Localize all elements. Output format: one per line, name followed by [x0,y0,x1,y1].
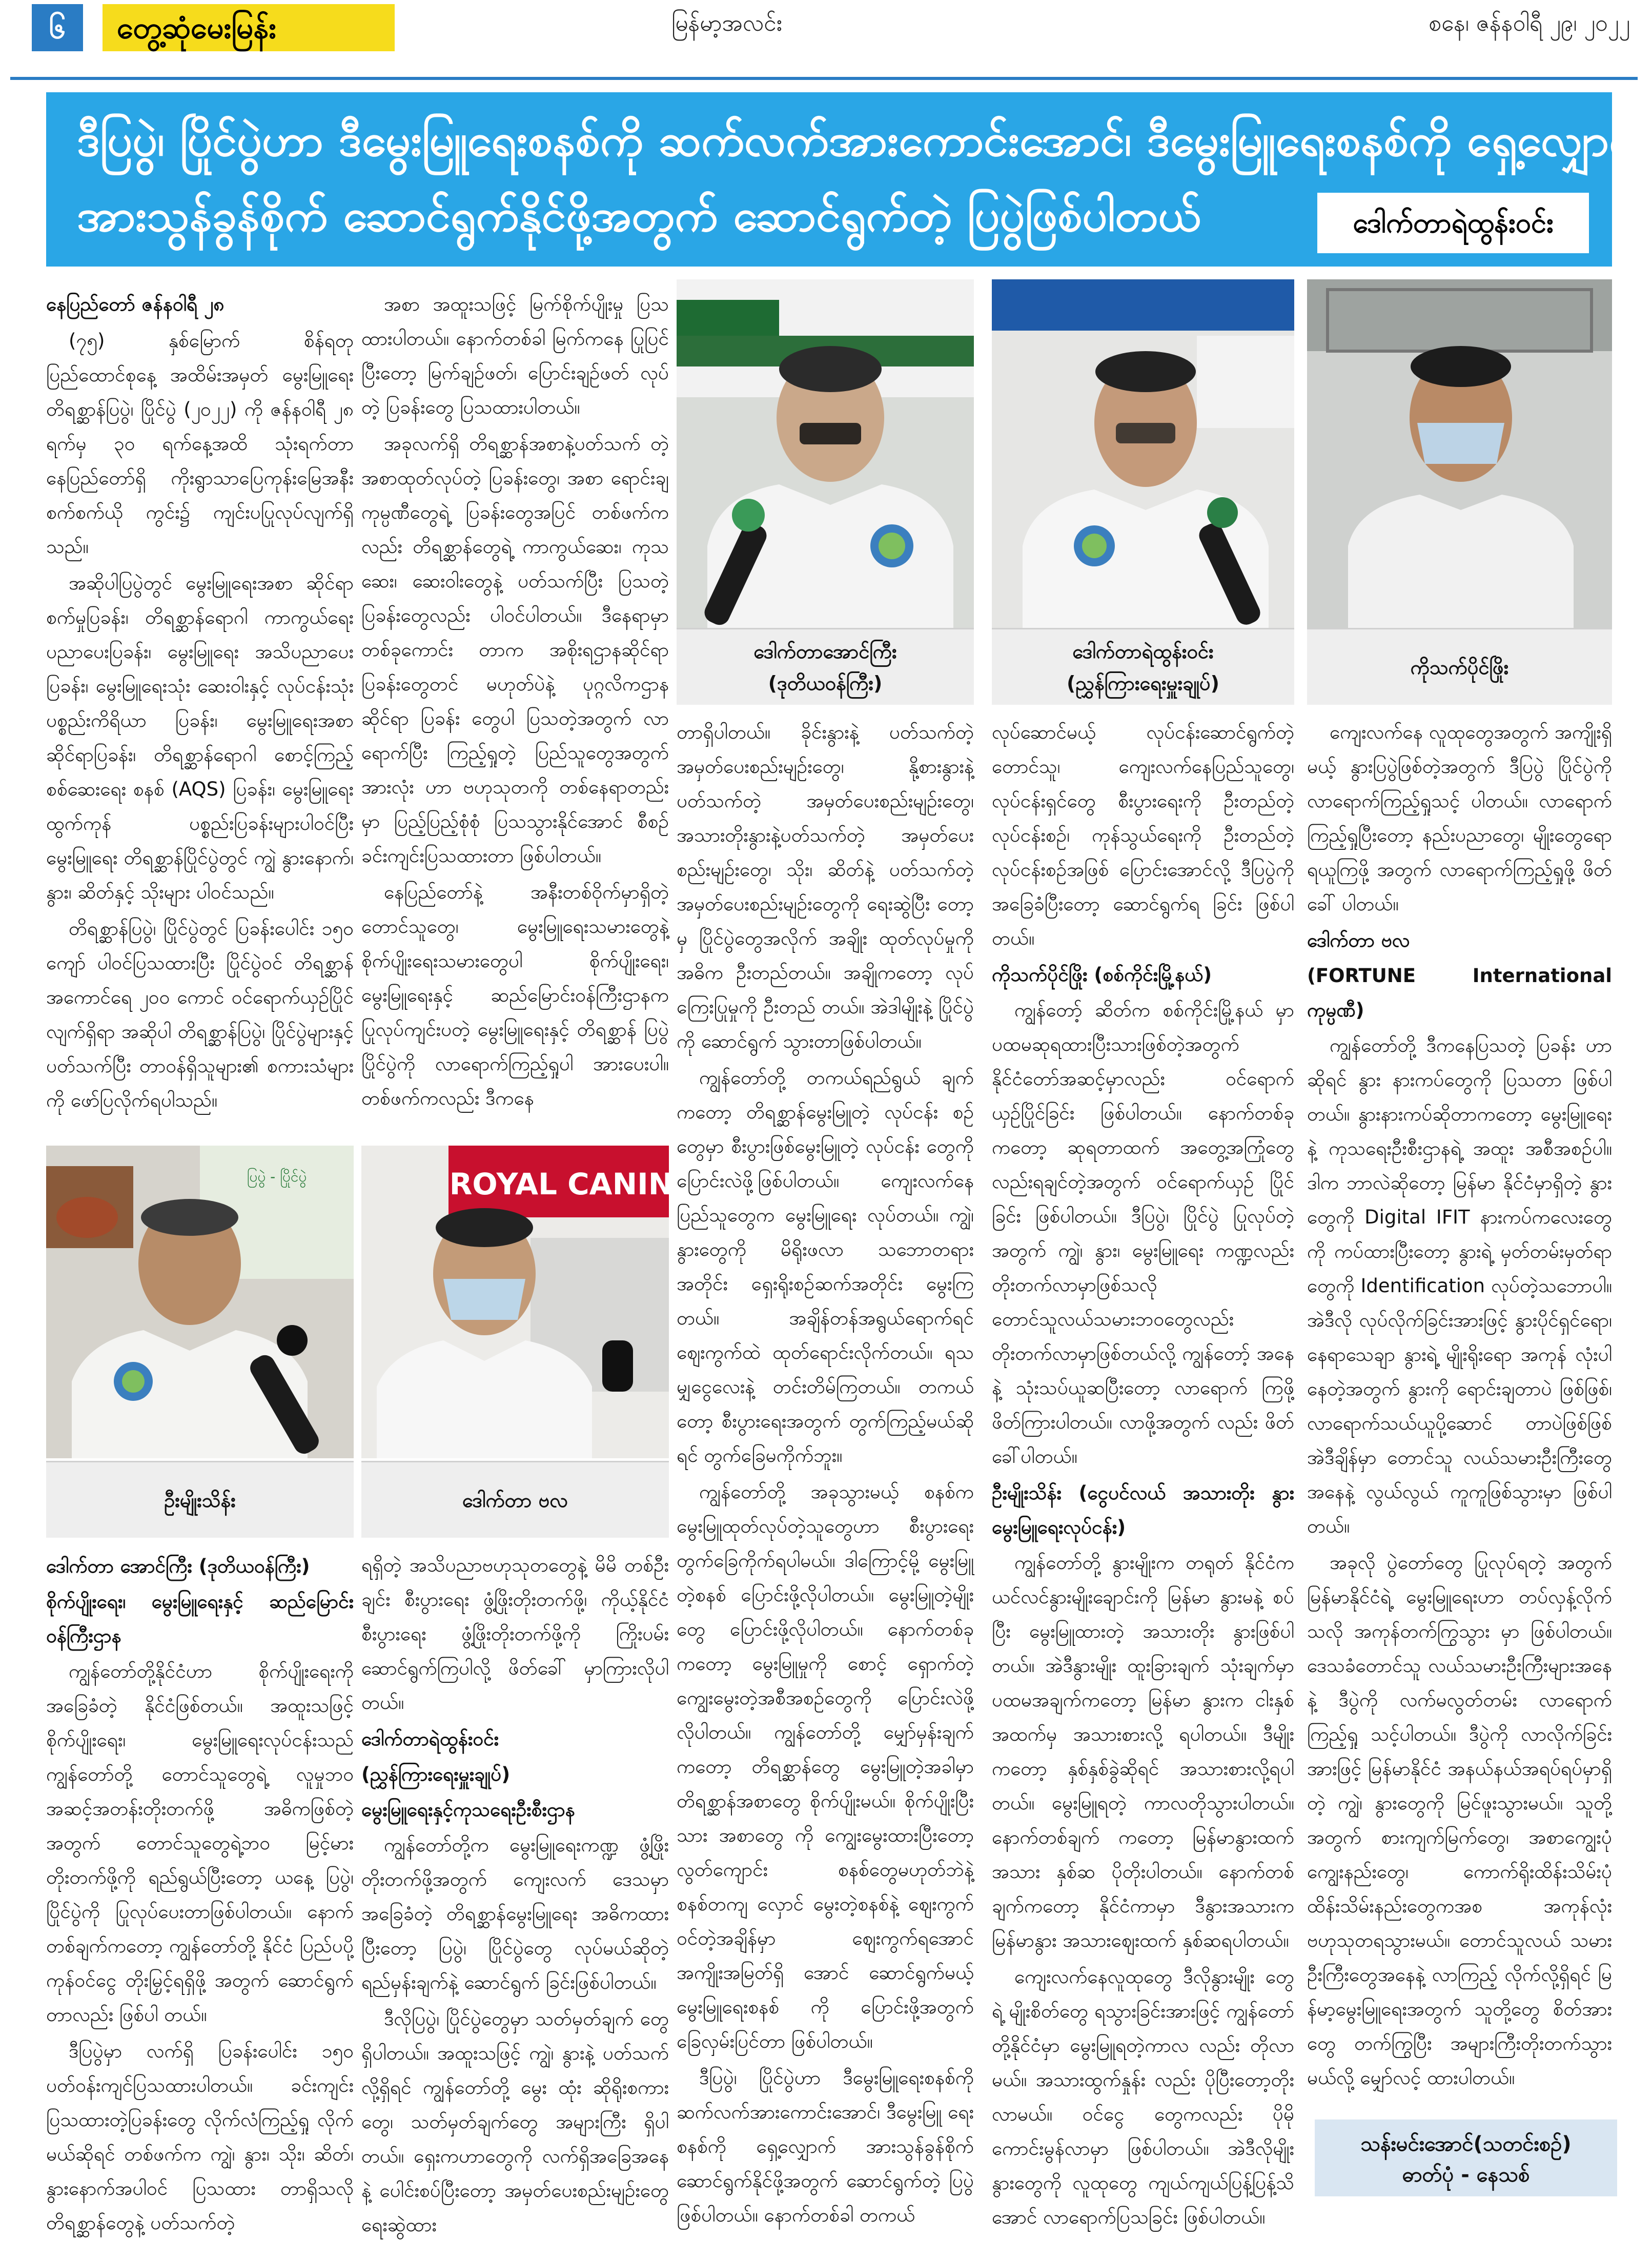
paragraph: ကျွန်တော်တို့ နွားမျိုးက တရုတ် နိုင်ငံက ယင်လင်နွားမျိုးချောင်းကို မြန်မာ နွားမနဲ့ စပ်ပြီး မွေးမြူထားတဲ့ အသားတိုး နွားဖြစ်ပါတယ်။ အဲဒီနွားမျိုး ထူးခြားချက် သုံးချက်မှာ ပထမအချက်ကတော့ မြန်မာ နွားက ငါးနှစ်အထက်မှ အသားစားလို့ ရပါတယ်။ ဒီမျိုးကတော့ နှစ်နှစ်ခွဲဆိုရင် အသားစားလို့ရပါတယ်။ မွေးမြူရတဲ့ ကာလတိုသွားပါတယ်။ နောက်တစ်ချက် ကတော့ မြန်မာနွားထက် အသား နှစ်ဆ ပိုတိုးပါတယ်။ နောက်တစ်ချက်ကတော့ နိုင်ငံကာမှာ ဒီနွားအသားက မြန်မာနွား အသားဈေးထက် နှစ်ဆရပါတယ်။ [992,1552,1294,1951]
article-column-1 [46,287,354,1128]
publication-date: စနေ၊ ဇန်နဝါရီ ၂၉၊ ၂၀၂၂ [1429,10,1630,36]
interviewee-heading: ဒေါက်တာ ဗလ [1307,929,1410,951]
banner-text: ပြပွဲ - ပြိုင်ပွဲ [247,1168,307,1185]
article-column-7 [361,1548,669,2236]
caption-name: ဦးမျိုးသိန်း [164,1489,236,1512]
interviewee-title: (ညွှန်ကြားရေးမှူးချုပ်) [361,1763,511,1785]
interviewee-affiliation: စိုက်ပျိုးရေး၊ မွေးမြူရေးနှင့် ဆည်မြောင်းဝန်ကြီးဌာန [46,1591,354,1647]
section-label: တွေ့ဆုံမေးမြန်း [103,4,395,51]
paragraph: နေပြည်တော်နဲ့ အနီးတစ်ဝိုက်မှာရှိတဲ့ တောင်သူတွေ၊ မွေးမြူရေးသမားတွေနဲ့ စိုက်ပျိုးရေးသမားတွေပါ စိုက်ပျိုးရေး၊ မွေးမြူရေးနှင့် ဆည်မြောင်းဝန်ကြီးဌာနက ပြုလုပ်ကျင်းပတဲ့ မွေးမြူရေးနှင့် တိရစ္ဆာန် ပြပွဲ ပြိုင်ပွဲကို လာရောက်ကြည့်ရှုပါ အားပေးပါ။ တစ်ဖက်ကလည်း ဒီကနေ [361,881,669,1109]
photographer-credit: ဓာတ်ပုံ - နေသစ် [1402,2163,1530,2187]
article-column-2 [361,287,669,1128]
article-column-5 [1307,715,1612,2109]
paragraph: ကျေးလက်နေ လူထုတွေအတွက် အကျိုးရှိမယ့် နွားပြပွဲဖြစ်တဲ့အတွက် ဒီပြပွဲ ပြိုင်ပွဲကို လာရောက်ကြည့်ရှုသင့် ပါတယ်။ လာရောက်ကြည့်ရှုပြီးတော့ နည်းပညာတွေ၊ မျိုးတွေရော ရယူကြဖို့ အတွက် လာရောက်ကြည့်ရှုဖို့ ဖိတ်ခေါ် ပါတယ်။ [1307,721,1612,915]
article-column-6 [46,1548,354,2234]
paragraph: အခုလက်ရှိ တိရစ္ဆာန်အစာနဲ့ပတ်သက် တဲ့ အစာထုတ်လုပ်တဲ့ ပြခန်းတွေ၊ အစာ ရောင်းချ ကုမ္ပဏီတွေရဲ့ ပြခန်းတွေအပြင် တစ်ဖက်ကလည်း တိရစ္ဆာန်တွေရဲ့ ကာကွယ်ဆေး၊ ကုသဆေး၊ ဆေးဝါးတွေနဲ့ ပတ်သက်ပြီး ပြသတဲ့ ပြခန်းတွေလည်း ပါဝင်ပါတယ်။ ဒီနေရာမှာ တစ်ခုကောင်း တာက အစိုးရဌာနဆိုင်ရာ ပြခန်းတွေတင် မဟုတ်ပဲနဲ့ ပုဂ္ဂလိကဌာနဆိုင်ရာ ပြခန်း တွေပါ ပြသတဲ့အတွက် လာရောက်ပြီး ကြည့်ရှုတဲ့ ပြည်သူတွေအတွက် အားလုံး ဟာ ဗဟုသုတကို တစ်နေရာတည်းမှာ ပြည့်ပြည့်စုံစုံ ပြသသွားနိုင်အောင် စီစဉ် ခင်းကျင်းပြသထားတာ ဖြစ်ပါတယ်။ [361,433,669,867]
logo-text: ROYAL CANIN [449,1167,674,1201]
paragraph: ကျွန်တော့် ဆိတ်က စစ်ကိုင်းမြို့နယ် မှာ ပထမဆုရထားပြီးသားဖြစ်တဲ့အတွက် နိုင်ငံတော်အဆင့်မှာလည်း ဝင်ရောက် ယှဉ်ပြိုင်ခြင်း ဖြစ်ပါတယ်။ နောက်တစ်ခု ကတော့ ဆုရတာထက် အတွေ့အကြုံတွေ လည်းရချင်တဲ့အတွက် ဝင်ရောက်ယှဉ် ပြိုင်ခြင်း ဖြစ်ပါတယ်။ ဒီပြပွဲ၊ ပြိုင်ပွဲ ပြုလုပ်တဲ့အတွက် ကျွဲ၊ နွား၊ မွေးမြူရေး ကဏ္ဍလည်း တိုးတက်လာမှာဖြစ်သလို တောင်သူလယ်သမားဘဝတွေလည်း တိုးတက်လာမှာဖြစ်တယ်လို့ ကျွန်တော့် အနေနဲ့ သုံးသပ်ယူဆပြီးတော့ လာရောက် ကြဖို့ ဖိတ်ကြားပါတယ်။ လာဖို့အတွက် လည်း ဖိတ်ခေါ်ပါတယ်။ [992,999,1294,1468]
paragraph: လုပ်ဆောင်မယ့် လုပ်ငန်းဆောင်ရွက်တဲ့ တောင်သူ၊ ကျေးလက်နေပြည်သူတွေ၊ လုပ်ငန်းရှင်တွေ စီးပွားရေးကို ဦးတည်တဲ့ လုပ်ငန်းစဉ်၊ ကုန်သွယ်ရေးကို ဦးတည်တဲ့ လုပ်ငန်းစဉ်အဖြစ် ပြောင်းအောင်လို့ ဒီပြပွဲကို အခြေခံပြီးတော့ ဆောင်ရွက်ရ ခြင်း ဖြစ်ပါတယ်။ [992,721,1294,949]
portrait-image [992,279,1294,628]
headline-line-1: ဒီပြပွဲ၊ ပြိုင်ပွဲဟာ ဒီမွေးမြူရေးစနစ်ကို ဆက်လက်အားကောင်းအောင်၊ ဒီမွေးမြူရေးစနစ်ကို ရှေ့လျှောက် [77,115,1652,166]
photo-caption [46,1461,354,1538]
portrait-image [677,279,974,628]
paragraph: အစာ အထူးသဖြင့် မြက်စိုက်ပျိုးမှု ပြသ ထားပါတယ်။ နောက်တစ်ခါ မြက်ကနေ ပြုပြင် ပြီးတော့ မြက်ချဉ်ဖတ်၊ ပြောင်းချဉ်ဖတ် လုပ်တဲ့ ပြခန်းတွေ ပြသထားပါတယ်။ [361,293,669,418]
interviewee-heading: ဒေါက်တာရဲထွန်းဝင်း [361,1728,499,1750]
caption-name: ဒေါက်တာရဲထွန်းဝင်း [1072,640,1214,663]
photo-ye-htun-win [992,279,1294,628]
photo-caption [1307,628,1612,705]
portrait-image [361,1146,674,1458]
caption-name: ဒေါက်တာ ဗလ [462,1489,568,1512]
paragraph: တိရစ္ဆာန်ပြပွဲ၊ ပြိုင်ပွဲတွင် ပြခန်းပေါင်း ၁၅၀ ကျော် ပါဝင်ပြသထားပြီး ပြိုင်ပွဲဝင် တိရစ္ဆာန်အကောင်ရေ ၂၀၀ ကောင် ဝင်ရောက်ယှဉ်ပြိုင်လျက်ရှိရာ အဆိုပါ တိရစ္ဆာန်ပြပွဲ၊ ပြိုင်ပွဲများနှင့် ပတ်သက်ပြီး တာဝန်ရှိသူများ၏ စကားသံများကို ဖော်ပြလိုက်ရပါသည်။ [46,918,354,1111]
interviewee-affiliation: (FORTUNE International ကုမ္ပဏီ) [1307,965,1612,1021]
header-rule [10,77,1638,80]
paragraph: ကျွန်တော်တို့ တကယ်ရည်ရွယ် ချက်ကတော့ တိရစ္ဆာန်မွေးမြူတဲ့ လုပ်ငန်း စဉ်တွေမှာ စီးပွားဖြစ်မွေးမြူတဲ့ လုပ်ငန်း တွေကိုပြောင်းလဲဖို့ဖြစ်ပါတယ်။ ကျေးလက်နေ ပြည်သူတွေက မွေးမြူရေး လုပ်တယ်။ ကျွဲ၊ နွားတွေကို မိရိုးဖလာ သဘောတရား အတိုင်း ရှေးရိုးစဉ်ဆက်အတိုင်း မွေးကြ တယ်။ အချိန်တန်အရွယ်ရောက်ရင် ဈေးကွက်ထဲ ထုတ်ရောင်းလိုက်တယ်။ ရသမျှငွေလေးနဲ့ တင်းတိမ်ကြတယ်။ တကယ်တော့ စီးပွားရေးအတွက် တွက်ကြည့်မယ်ဆိုရင် တွက်ခြေမကိုက်ဘူး။ [677,1067,974,1466]
paragraph: တာရှိပါတယ်။ ခိုင်းနွားနဲ့ ပတ်သက်တဲ့ အမှတ်ပေးစည်းမျဉ်းတွေ၊ နို့စားနွားနဲ့ ပတ်သက်တဲ့ အမှတ်ပေးစည်းမျဉ်းတွေ၊ အသားတိုးနွားနဲ့ပတ်သက်တဲ့ အမှတ်ပေး စည်းမျဉ်းတွေ၊ သိုး၊ ဆိတ်နဲ့ ပတ်သက်တဲ့ အမှတ်ပေးစည်းမျဉ်းတွေကို ရေးဆွဲပြီး တော့မှ ပြိုင်ပွဲတွေအလိုက် အချိုး ထုတ်လုပ်မှုကို အဓိက ဦးတည်တယ်။ အချိုကတော့ လုပ်ကြေးပြုမှုကို ဦးတည် တယ်။ အဲဒါမျိုးနဲ့ ပြိုင်ပွဲကို ဆောင်ရွက် သွားတာဖြစ်ပါတယ်။ [677,721,974,1052]
portrait-image [46,1146,354,1458]
photo-caption [992,628,1294,705]
interviewee-heading: ဒေါက်တာ အောင်ကြီး (ဒုတိယဝန်ကြီး) [46,1555,310,1577]
interviewee-heading: ဦးမျိုးသိန်း (ငွေပင်လယ် အသားတိုး နွားမွေးမြူရေးလုပ်ငန်း) [992,1482,1294,1538]
byline-credit [1315,2119,1617,2196]
paragraph: ကျွန်တော်တို့နိုင်ငံဟာ စိုက်ပျိုးရေးကို အခြေခံတဲ့ နိုင်ငံဖြစ်တယ်။ အထူးသဖြင့် စိုက်ပျိုးရေး၊ မွေးမြူရေးလုပ်ငန်းသည် ကျွန်တော်တို့ တောင်သူတွေရဲ့ လူမှုဘဝ အဆင့်အတန်းတိုးတက်ဖို့ အဓိကဖြစ်တဲ့ အတွက် တောင်သူတွေရဲ့ဘဝ မြင့်မားတိုးတက်ဖို့ကို ရည်ရွယ်ပြီးတော့ ယနေ့ ပြပွဲ၊ ပြိုင်ပွဲကို ပြုလုပ်ပေးတာဖြစ်ပါတယ်။ နောက်တစ်ချက်ကတော့ ကျွန်တော်တို့ နိုင်ငံ ပြည်ပပို့ကုန်ဝင်ငွေ တိုးမြှင့်ရရှိဖို့ အတွက် ဆောင်ရွက်တာလည်း ဖြစ်ပါ တယ်။ [46,1660,354,2026]
paragraph: (၇၅) နှစ်မြောက် စိန်ရတု ပြည်ထောင်စုနေ့ အထိမ်းအမှတ် မွေးမြူရေး တိရစ္ဆာန်ပြပွဲ၊ ပြိုင်ပွဲ (၂၀၂၂) ကို ဇန်နဝါရီ ၂၈ ရက်မှ ၃၀ ရက်နေ့အထိ သုံးရက်တာ နေပြည်တော်ရှိ ကိုးရွာသာပြေကုန်းမြေအနီး စက်စက်ယို ကွင်း၌ ကျင်းပပြုလုပ်လျက်ရှိသည်။ [46,330,354,558]
paragraph: ဒီလိုပြပွဲ၊ ပြိုင်ပွဲတွေမှာ သတ်မှတ်ချက် တွေရှိပါတယ်။ အထူးသဖြင့် ကျွဲ၊ နွားနဲ့ ပတ်သက်လို့ရှိရင် ကျွန်တော်တို့ မွေး ထုံး ဆိုရိုးစကားတွေ၊ သတ်မှတ်ချက်တွေ အများကြီး ရှိပါတယ်။ ရှေးကဟာတွေကို လက်ရှိအခြေအနေနဲ့ ပေါင်းစပ်ပြီးတော့ အမှတ်ပေးစည်းမျဉ်းတွေ ရေးဆွဲထား [361,2008,669,2236]
reporter-credit: သန်းမင်းအောင်(သတင်းစဉ်) [1360,2132,1572,2156]
caption-title: (ဒုတိယဝန်ကြီး) [768,671,883,695]
paragraph: ရရှိတဲ့ အသိပညာဗဟုသုတတွေနဲ့ မိမိ တစ်ဦးချင်း စီးပွားရေး ဖွံ့ဖြိုးတိုးတက်ဖို့၊ ကိုယ့်နိုင်ငံ စီးပွားရေး ဖွံ့ဖြိုးတိုးတက်ဖို့ကို ကြိုးပမ်းဆောင်ရွက်ကြပါလို့ ဖိတ်ခေါ် မှာကြားလိုပါတယ်။ [361,1554,669,1714]
publication-name: မြန်မာ့အလင်း [671,10,782,36]
paragraph: ကျွန်တော်တို့ အခုသွားမယ့် စနစ်က မွေးမြူထုတ်လုပ်တဲ့သူတွေဟာ စီးပွားရေး တွက်ခြေကိုက်ရပါမယ်။ ဒါကြောင့်မို့ မွေးမြူတဲ့စနစ် ပြောင်းဖို့လိုပါတယ်။ မွေးမြူတဲ့မျိုးတွေ ပြောင်းဖို့လိုပါတယ်။ နောက်တစ်ခုကတော့ မွေးမြူမှုကို စောင့် ရှောက်တဲ့ ကျွေးမွေးတဲ့အစီအစဉ်တွေကို ပြောင်းလဲဖို့ လိုပါတယ်။ ကျွန်တော်တို့ မျှော်မှန်းချက်ကတော့ တိရစ္ဆာန်တွေ မွေးမြူတဲ့အခါမှာ တိရစ္ဆာန်အစာတွေ စိုက်ပျိုးမယ်။ စိုက်ပျိုးပြီးသား အစာတွေ ကို ကျွေးမွေးထားပြီးတော့ လွတ်ကျောင်း စနစ်တွေမဟုတ်ဘဲနဲ့ စနစ်တကျ လှောင် မွေးတဲ့စနစ်နဲ့ ဈေးကွက်ဝင်တဲ့အချိန်မှာ ဈေးကွက်ရအောင် အကျိုးအမြတ်ရှိ အောင် ဆောင်ရွက်မယ့် မွေးမြူရေးစနစ် ကို ပြောင်းဖို့အတွက် ခြေလှမ်းပြင်တာ ဖြစ်ပါတယ်။ [677,1481,974,2052]
article-column-4 [992,715,1294,2228]
paragraph: အခုလို ပွဲတော်တွေ ပြုလုပ်ရတဲ့ အတွက် မြန်မာနိုင်ငံရဲ့ မွေးမြူရေးဟာ တပ်လှန့်လိုက်သလို အကုန်တက်ကြွသွား မှာ ဖြစ်ပါတယ်။ ဒေသခံတောင်သူ လယ်သမားဦးကြီးများအနေနဲ့ ဒီပွဲကို လက်မလွတ်တမ်း လာရောက်ကြည့်ရှု သင့်ပါတယ်။ ဒီပွဲကို လာလိုက်ခြင်းအားဖြင့် မြန်မာနိုင်ငံ အနယ်နယ်အရပ်ရပ်မှာရှိတဲ့ ကျွဲ၊ နွားတွေကို မြင်ဖူးသွားမယ်။ သူတို့ အတွက် စားကျက်မြက်တွေ၊ အစာကျွေးပုံ ကျွေးနည်းတွေ၊ ကောက်ရိုးထိန်းသိမ်းပုံ ထိန်းသိမ်းနည်းတွေကအစ အကုန်လုံး ဗဟုသုတရသွားမယ်။ တောင်သူလယ် သမား ဦးကြီးတွေအနေနဲ့ လာကြည့် လိုက်လို့ရှိရင် မြန်မာ့မွေးမြူရေးအတွက် သူတို့တွေ စိတ်အားတွေ တက်ကြွပြီး အများကြီးတိုးတက်သွားမယ်လို့ မျှော်လင့် ထားပါတယ်။ [1307,1552,1612,2089]
caption-title: (ညွှန်ကြားရေးမှူးချုပ်) [1067,671,1219,695]
paragraph: ကျွန်တော်တို့က မွေးမြူရေးကဏ္ဍ ဖွံ့ဖြိုးတိုးတက်ဖို့အတွက် ကျေးလက် ဒေသမှာ အခြေခံတဲ့ တိရစ္ဆာန်မွေးမြူရေး အဓိကထားပြီးတော့ ပြပွဲ၊ ပြိုင်ပွဲတွေ လုပ်မယ်ဆိုတဲ့ ရည်မှန်းချက်နဲ့ ဆောင်ရွက် ခြင်းဖြစ်ပါတယ်။ [361,1834,669,1993]
paragraph: ဒီပြပွဲမှာ လက်ရှိ ပြခန်းပေါင်း ၁၅၀ ပတ်ဝန်းကျင်ပြသထားပါတယ်။ ခင်းကျင်း ပြသထားတဲ့ပြခန်းတွေ လိုက်လံကြည့်ရှု လိုက်မယ်ဆိုရင် တစ်ဖက်က ကျွဲ၊ နွား၊ သိုး၊ ဆိတ်၊ နွားနောက်အပါဝင် ပြသထား တာရှိသလို တိရစ္ဆာန်တွေနဲ့ ပတ်သက်တဲ့ [46,2040,354,2234]
headline-author: ဒေါက်တာရဲထွန်းဝင်း [1317,193,1589,253]
paragraph: ကျွန်တော်တို့ ဒီကနေပြသတဲ့ ပြခန်း ဟာဆိုရင် နွား နားကပ်တွေကို ပြသတာ ဖြစ်ပါတယ်။ နွားနားကပ်ဆိုတာကတော့ မွေးမြူရေးနဲ့ ကုသရေးဦးစီးဌာနရဲ့ အထူး အစီအစဉ်ပါ။ ဒါက ဘာလဲဆိုတော့ မြန်မာ နိုင်ငံမှာရှိတဲ့ နွားတွေကို Digital IFIT နားကပ်ကလေးတွေကို ကပ်ထားပြီးတော့ နွားရဲ့ မှတ်တမ်းမှတ်ရာတွေကို Identification လုပ်တဲ့သဘောပါ။ အဲဒီလို လုပ်လိုက်ခြင်းအားဖြင့် နွားပိုင်ရှင်ရော၊ နေရာသေချာ နွားရဲ့ မျိုးရိုးရော အကုန် လုံးပါနေတဲ့အတွက် နွားကို ရောင်းချတာပဲ ဖြစ်ဖြစ်၊ လာရောက်သယ်ယူပို့ဆောင် တာပဲဖြစ်ဖြစ် အဲဒီချိန်မှာ တောင်သူ လယ်သမားဦးကြီးတွေအနေနဲ့ လွယ်လွယ် ကူကူဖြစ်သွားမှာ ဖြစ်ပါတယ်။ [1307,1034,1612,1537]
photo-aung-kyi [677,279,974,628]
article-column-3 [677,715,974,2226]
page-number: ၆ [32,4,83,51]
headline-line-2: အားသွန်ခွန်စိုက် ဆောင်ရွက်နိုင်ဖို့အတွက် ဆောင်ရွက်တဲ့ ပြပွဲဖြစ်ပါတယ် [77,190,1201,241]
caption-name: ဒေါက်တာအောင်ကြီး [753,640,897,663]
headline-banner [46,92,1652,267]
paragraph: ဒီပြပွဲ၊ ပြိုင်ပွဲဟာ ဒီမွေးမြူရေးစနစ်ကို ဆက်လက်အားကောင်းအောင်၊ ဒီမွေးမြူ ရေးစနစ်ကို ရှေ့လျှောက် အားသွန်ခွန်စိုက် ဆောင်ရွက်နိုင်ဖို့အတွက် ဆောင်ရွက်တဲ့ ပြပွဲဖြစ်ပါတယ်။ နောက်တစ်ခါ တကယ် [677,2067,974,2226]
portrait-image [1307,279,1612,628]
interviewee-affiliation: မွေးမြူရေးနှင့်ကုသရေးဦးစီးဌာန [361,1799,575,1821]
paragraph: အဆိုပါပြပွဲတွင် မွေးမြူရေးအစာ ဆိုင်ရာ စက်မှုပြခန်း၊ တိရစ္ဆာန်ရောဂါ ကာကွယ်ရေး ပညာပေးပြခန်း၊ မွေးမြူရေး အသိပညာပေးပြခန်း၊ မွေးမြူရေးသုံး ဆေးဝါးနှင့် လုပ်ငန်းသုံးပစ္စည်းကိရိယာ ပြခန်း၊ မွေးမြူရေးအစာဆိုင်ရာပြခန်း၊ တိရစ္ဆာန်ရောဂါ စောင့်ကြည့်စစ်ဆေးရေး စနစ် (AQS) ပြခန်း၊ မွေးမြူရေးထွက်ကုန် ပစ္စည်းပြခန်းများပါဝင်ပြီး မွေးမြူရေး တိရစ္ဆာန်ပြိုင်ပွဲတွင် ကျွဲ နွားနောက်၊ နွား၊ ဆိတ်နှင့် သိုးများ ပါဝင်သည်။ [46,572,354,903]
photo-caption [361,1461,669,1538]
photo-caption [677,628,974,705]
photo-ba-la [361,1146,674,1458]
photo-myo-thein [46,1146,354,1458]
photo-thet-paing-phyo [1307,279,1612,628]
interviewee-heading: ကိုသက်ပိုင်ဖြိုး (စစ်ကိုင်းမြို့နယ်) [992,964,1212,986]
caption-name: ကိုသက်ပိုင်ဖြိုး [1410,656,1509,679]
paragraph: ကျေးလက်နေလူထုတွေ ဒီလိုနွားမျိုး တွေရဲ့ မျိုးစိတ်တွေ ရသွားခြင်းအားဖြင့် ကျွန်တော်တို့နိုင်ငံမှာ မွေးမြူရတဲ့ကာလ လည်း တိုလာမယ်။ အသားထွက်နှုန်း လည်း ပိုပြီးတော့တိုးလာမယ်။ ဝင်ငွေ တွေကလည်း ပိုမိုကောင်းမွန်လာမှာ ဖြစ်ပါတယ်။ အဲဒီလိုမျိုး နွားတွေကို လူထုတွေ ကျယ်ကျယ်ပြန့်ပြန့်သိအောင် လာရောက်ပြသခြင်း ဖြစ်ပါတယ်။ [992,1966,1294,2228]
dateline: နေပြည်တော် ဇန်နဝါရီ ၂၈ [46,293,225,315]
